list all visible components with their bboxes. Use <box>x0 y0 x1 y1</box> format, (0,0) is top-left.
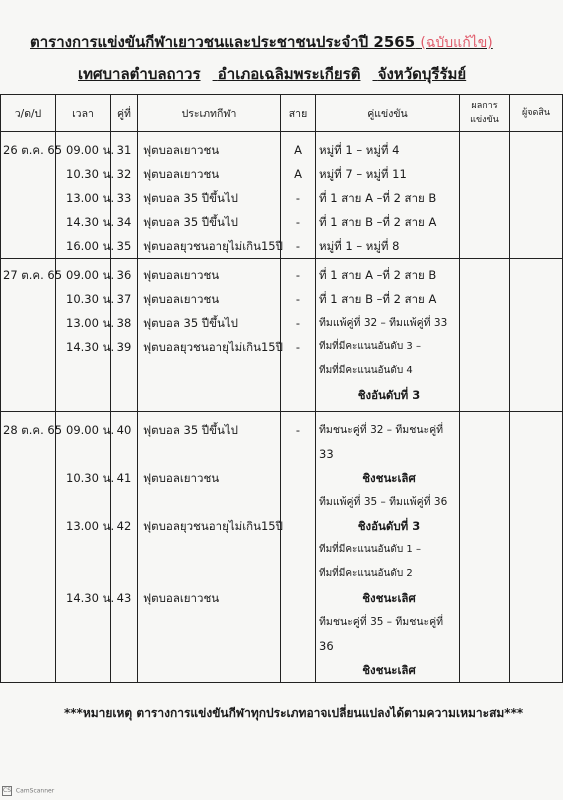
match-group: A <box>294 143 302 157</box>
match-no-cell <box>111 259 138 412</box>
match-group: - <box>295 239 301 253</box>
match-no: 33 <box>116 191 132 205</box>
match-no: 35 <box>116 239 132 253</box>
sport-cell <box>138 259 281 412</box>
match-teams: ที่ 1 สาย A –ที่ 2 สาย B <box>319 191 437 205</box>
match-caption: ชิงอันดับที่ 3 <box>357 388 421 402</box>
match-time: 09.00 น. <box>66 423 115 437</box>
match-teams: 33 <box>319 447 334 461</box>
match-sport: ฟุตบอลยุวชนอายุไม่เกิน15ปี <box>143 519 283 533</box>
match-teams: ทีมแพ้คู่ที่ 32 – ทีมแพ้คู่ที่ 33 <box>319 317 448 329</box>
match-group: - <box>295 292 301 306</box>
match-sport: ฟุตบอลยุวชนอายุไม่เกิน15ปี <box>143 239 283 253</box>
header-sport: ประเภทกีฬา <box>138 95 281 132</box>
match-sport: ฟุตบอล 35 ปีขึ้นไป <box>143 191 238 205</box>
match-time: 10.30 น. <box>66 471 115 485</box>
match-no: 34 <box>116 215 132 229</box>
match-caption: ชิงชนะเลิศ <box>362 591 416 605</box>
table-row <box>1 132 563 259</box>
day-date: 27 ต.ค. 65 <box>3 268 63 282</box>
match-teams: ทีมที่มีคะแนนอันดับ 2 <box>319 568 413 579</box>
day-date: 28 ต.ค. 65 <box>3 423 63 437</box>
day-cell <box>1 132 63 259</box>
header-time: เวลา <box>56 95 111 132</box>
group-cell <box>281 412 316 683</box>
subtitle-province: จังหวัดบุรีรัมย์ <box>377 65 467 83</box>
match-no: 43 <box>116 591 132 605</box>
time-cell <box>56 132 115 259</box>
result-cell <box>460 259 510 412</box>
match-no: 39 <box>116 340 132 354</box>
title-edition-note: (ฉบับแก้ไข) <box>420 35 493 51</box>
day-cell <box>1 412 63 683</box>
match-caption: ชิงชนะเลิศ <box>362 471 416 485</box>
match-sport: ฟุตบอลเยาวชน <box>143 292 220 306</box>
match-teams: หมู่ที่ 7 – หมู่ที่ 11 <box>319 167 407 181</box>
scanner-stamp <box>2 786 54 796</box>
match-group: - <box>295 215 301 229</box>
sport-cell <box>138 132 281 259</box>
match-caption: ชิงชนะเลิศ <box>362 663 416 677</box>
match-no: 32 <box>116 167 132 181</box>
teams-cell <box>316 259 460 412</box>
result-cell <box>460 132 510 259</box>
match-group: - <box>295 340 301 354</box>
recorder-cell <box>510 412 563 683</box>
match-teams: ทีมชนะคู่ที่ 35 – ทีมชนะคู่ที่ <box>319 616 444 628</box>
match-time: 13.00 น. <box>66 191 115 205</box>
match-sport: ฟุตบอลเยาวชน <box>143 167 220 181</box>
match-no: 40 <box>116 423 132 437</box>
match-time: 14.30 น. <box>66 591 115 605</box>
time-cell <box>56 259 115 412</box>
match-group: - <box>295 191 301 205</box>
match-time: 10.30 น. <box>66 292 115 306</box>
subtitle-org: เทศบาลตำบลถาวร <box>78 65 201 83</box>
match-sport: ฟุตบอลเยาวชน <box>143 143 220 157</box>
match-teams: ที่ 1 สาย B –ที่ 2 สาย A <box>319 215 437 229</box>
match-teams: ทีมแพ้คู่ที่ 35 – ทีมแพ้คู่ที่ 36 <box>319 496 448 508</box>
match-time: 10.30 น. <box>66 167 115 181</box>
header-teams: คู่แข่งขัน <box>316 95 460 132</box>
match-teams: 36 <box>319 639 334 653</box>
header-recorder: ผู้จดสิน <box>510 95 563 132</box>
match-teams: ทีมที่มีคะแนนอันดับ 3 – <box>319 341 421 352</box>
match-teams: ทีมที่มีคะแนนอันดับ 1 – <box>319 544 421 555</box>
header-result-line2: แข่งขัน <box>470 115 499 125</box>
match-caption: ชิงอันดับที่ 3 <box>357 519 421 533</box>
footer-note: ***หมายเหตุ ตารางการแข่งขันกีฬาทุกประเภทอาจเปลี่ยนแปลงได้ตามความเหมาะสม*** <box>64 706 524 720</box>
match-time: 16.00 น. <box>66 239 115 253</box>
recorder-cell <box>510 132 563 259</box>
match-no: 37 <box>116 292 132 306</box>
match-no-cell <box>111 412 138 683</box>
title-main: ตารางการแข่งขันกีฬาเยาวชนและประชาชนประจำปี 2565 <box>30 33 416 51</box>
match-group: - <box>295 268 301 282</box>
match-no: 36 <box>116 268 132 282</box>
subtitle-district: อำเภอเฉลิมพระเกียรติ <box>217 65 361 83</box>
result-cell <box>460 412 510 683</box>
header-match-no: คู่ที่ <box>111 95 138 132</box>
match-sport: ฟุตบอล 35 ปีขึ้นไป <box>143 215 238 229</box>
recorder-cell <box>510 259 563 412</box>
scanner-logo-icon: CS <box>3 787 11 794</box>
match-sport: ฟุตบอลเยาวชน <box>143 591 220 605</box>
match-time: 14.30 น. <box>66 215 115 229</box>
match-teams: หมู่ที่ 1 – หมู่ที่ 4 <box>319 143 400 157</box>
sport-cell <box>138 412 281 683</box>
table-row <box>1 412 563 683</box>
match-teams: หมู่ที่ 1 – หมู่ที่ 8 <box>319 239 400 253</box>
match-no-cell <box>111 132 138 259</box>
match-sport: ฟุตบอล 35 ปีขึ้นไป <box>143 316 238 330</box>
table-row <box>1 259 563 412</box>
header-result <box>460 95 510 132</box>
scanner-stamp-text: CamScanner <box>15 787 55 795</box>
match-time: 14.30 น. <box>66 340 115 354</box>
match-time: 09.00 น. <box>66 143 115 157</box>
schedule-table <box>0 94 563 683</box>
match-group: A <box>294 167 302 181</box>
time-cell <box>56 412 115 683</box>
match-sport: ฟุตบอลเยาวชน <box>143 471 220 485</box>
match-group: - <box>295 423 301 437</box>
document-title <box>30 30 550 54</box>
header-result-line1: ผลการ <box>471 101 498 111</box>
match-time: 09.00 น. <box>66 268 115 282</box>
group-cell <box>281 259 316 412</box>
day-date: 26 ต.ค. 65 <box>3 143 63 157</box>
teams-cell <box>316 412 460 683</box>
day-cell <box>1 259 63 412</box>
group-cell <box>281 132 316 259</box>
match-no: 41 <box>116 471 132 485</box>
match-time: 13.00 น. <box>66 316 115 330</box>
match-sport: ฟุตบอลเยาวชน <box>143 268 220 282</box>
match-teams: ที่ 1 สาย B –ที่ 2 สาย A <box>319 292 437 306</box>
table-header-row <box>1 95 563 132</box>
match-teams: ทีมชนะคู่ที่ 32 – ทีมชนะคู่ที่ <box>319 424 444 436</box>
match-teams: ทีมที่มีคะแนนอันดับ 4 <box>319 365 413 376</box>
header-group: สาย <box>281 95 316 132</box>
match-no: 42 <box>116 519 132 533</box>
match-group: - <box>295 316 301 330</box>
match-teams: ที่ 1 สาย A –ที่ 2 สาย B <box>319 268 437 282</box>
match-sport: ฟุตบอลยุวชนอายุไม่เกิน15ปี <box>143 340 283 354</box>
match-sport: ฟุตบอล 35 ปีขึ้นไป <box>143 423 238 437</box>
document-subtitle <box>78 62 558 86</box>
match-no: 38 <box>116 316 132 330</box>
teams-cell <box>316 132 460 259</box>
match-no: 31 <box>116 143 132 157</box>
header-date: ว/ด/ป <box>1 95 56 132</box>
match-time: 13.00 น. <box>66 519 115 533</box>
